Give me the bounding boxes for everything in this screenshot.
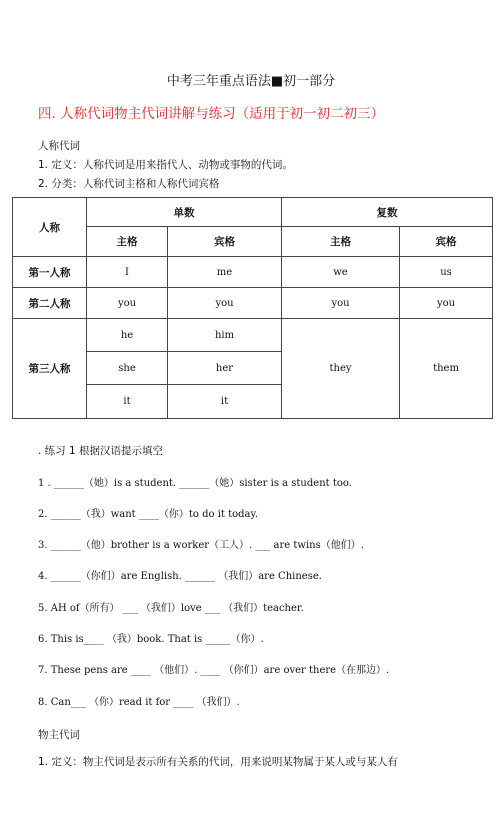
classification-line: 2. 分类：人称代词主格和人称代词宾格 [38,178,220,190]
table-cell: him [168,319,282,352]
row-label: 第一人称 [13,257,87,288]
table-cell: you [400,288,493,319]
row-label: 第二人称 [13,288,87,319]
table-row [13,288,493,319]
exercise-item: 2. ______（我）want ____（你）to do it today. [38,509,258,520]
header-singular: 单数 [87,198,282,227]
exercise-item: 6. This is____ （我）book. That is _____（你）. [38,634,264,645]
table-cell: me [168,257,282,288]
exercise-item: 8. Can___ （你）read it for ____ （我们）. [38,697,240,708]
table-cell: her [168,352,282,385]
table-cell: we [282,257,400,288]
subheader-nominative: 主格 [87,227,168,257]
exercise-title: . 练习 1 根据汉语提示填空 [38,445,164,457]
exercise-item: 1 . ______（她）is a student. ______（她）sister is a student too. [38,478,352,489]
definition-line: 1. 定义：人称代词是用来指代人、动物或事物的代词。 [38,159,293,171]
table-cell: us [400,257,493,288]
table-cell: I [87,257,168,288]
exercise-item: 5. AH of（所有） ___ （我们）love ___ （我们）teacher. [38,603,304,614]
exercise-item: 3. ______（他）brother is a worker（工人）. ___ are twins（他们）. [38,540,364,551]
table-cell: you [168,288,282,319]
table-header-row [13,198,493,227]
personal-pronoun-heading: 人称代词 [38,140,80,152]
possessive-pronoun-heading: 物主代词 [38,729,80,741]
exercise-item: 4. ______（你们）are English. ______ （我们）are Chinese. [38,571,322,582]
table-cell: he [87,319,168,352]
subheader-objective: 宾格 [400,227,493,257]
table-cell: they [282,319,400,419]
document-title: 中考三年重点语法■初一部分 [166,74,336,89]
pronoun-table [12,197,493,419]
header-person: 人称 [13,198,87,257]
subheader-objective: 宾格 [168,227,282,257]
table-cell: you [87,288,168,319]
table-cell: them [400,319,493,419]
table-cell: it [168,385,282,419]
header-plural: 复数 [282,198,493,227]
definition-line: 1. 定义：物主代词是表示所有关系的代词，用来说明某物属于某人或与某人有 [38,756,398,768]
subheader-nominative: 主格 [282,227,400,257]
table-row [13,257,493,288]
table-cell: she [87,352,168,385]
row-label: 第三人称 [13,319,87,419]
exercise-item: 7. These pens are ____ （他们）. ____ （你们）are over there（在那边）. [38,665,390,676]
section-title: 四. 人称代词物主代词讲解与练习（适用于初一初二初三） [38,106,385,122]
table-cell: it [87,385,168,419]
table-cell: you [282,288,400,319]
table-row [13,319,493,352]
